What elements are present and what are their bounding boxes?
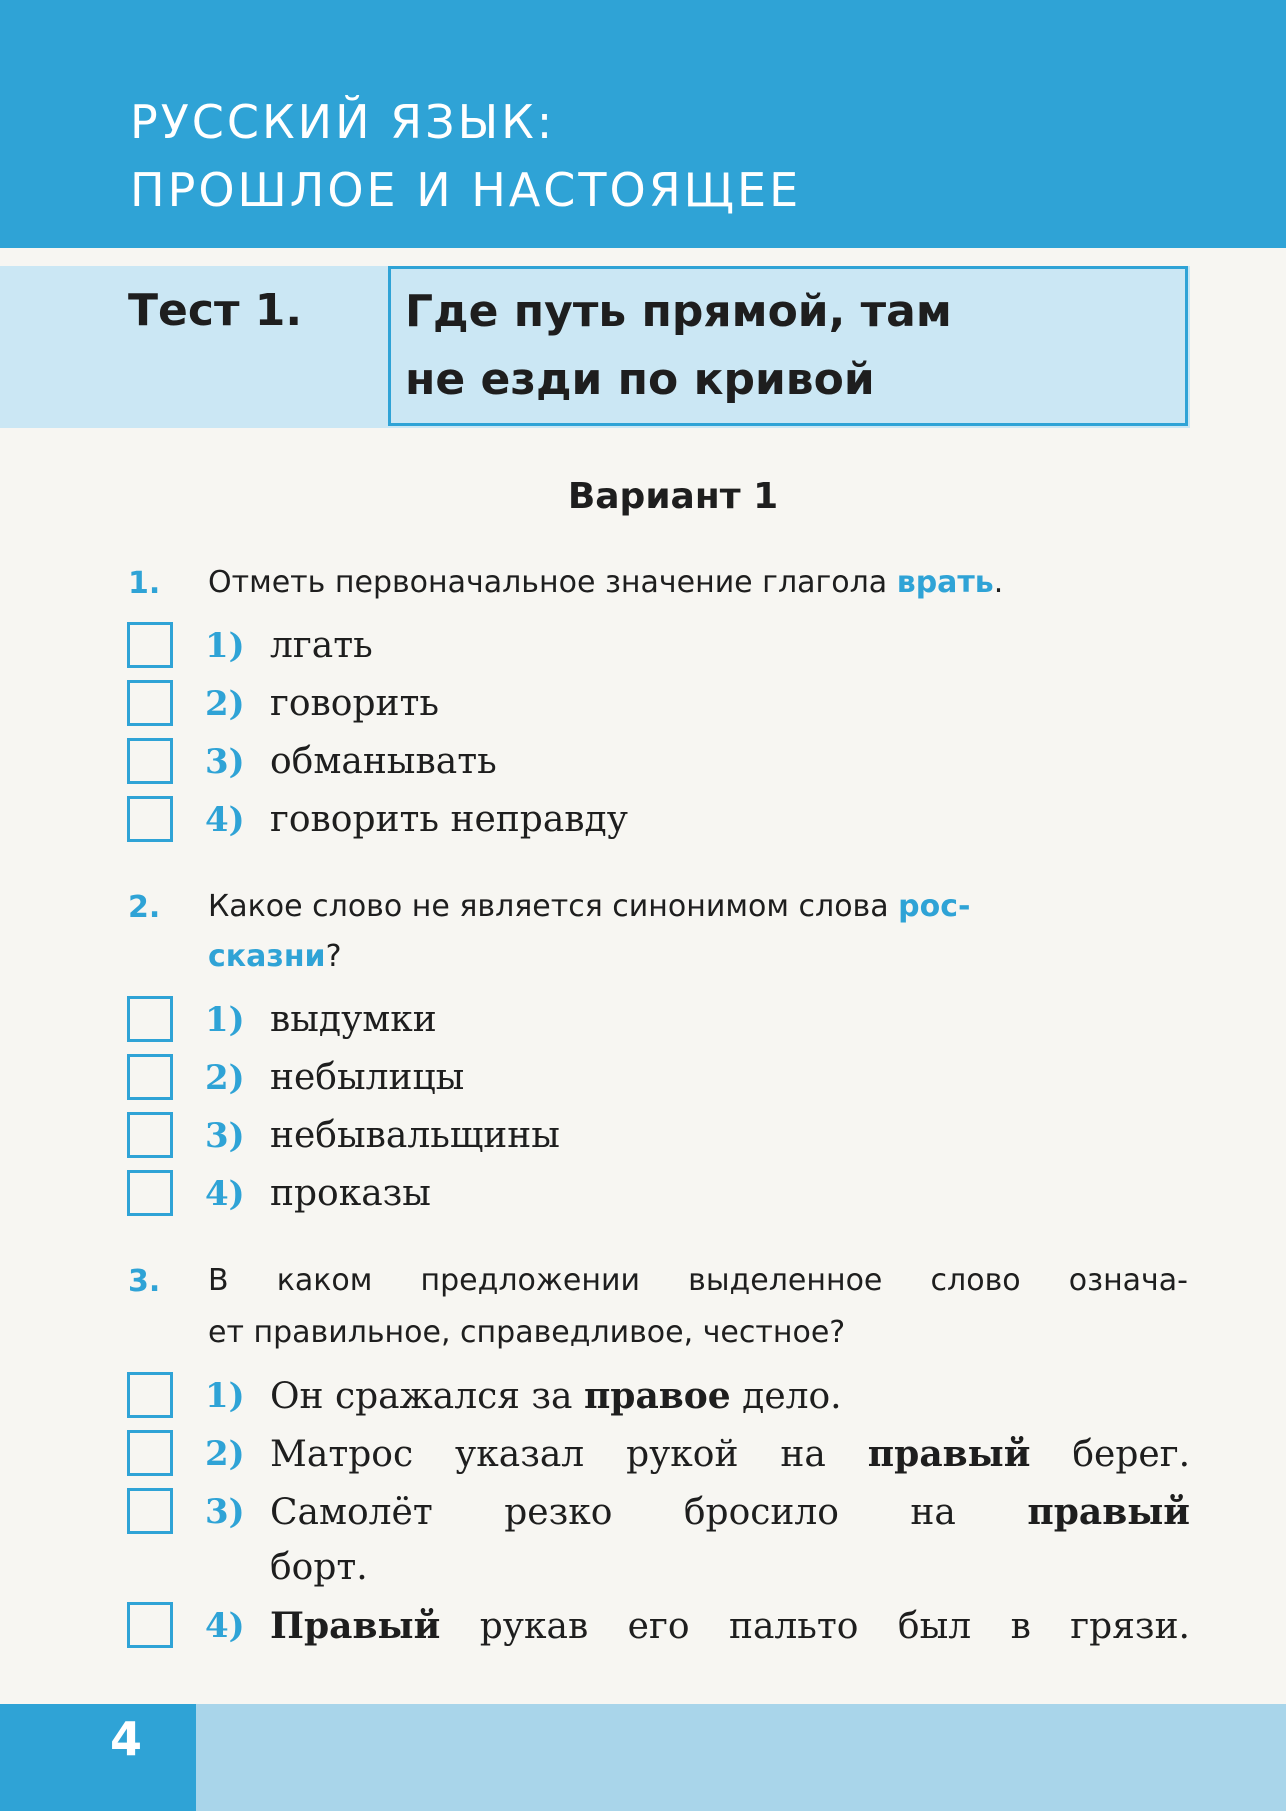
q3-option-2-before: Матрос указал рукой на bbox=[270, 1434, 868, 1475]
q3-option-1-checkbox[interactable] bbox=[127, 1372, 173, 1418]
q3-option-2-number: 2) bbox=[205, 1434, 245, 1474]
q3-option-3-before: Самолёт резко бросило на bbox=[270, 1492, 1028, 1533]
question-1-text-part: Отметь первоначальное значение глагола bbox=[208, 565, 897, 600]
q1-option-3-checkbox[interactable] bbox=[127, 738, 173, 784]
section-title: РУССКИЙ ЯЗЫК: ПРОШЛОЕ И НАСТОЯЩЕЕ bbox=[130, 95, 802, 217]
q3-option-1-before: Он сражался за bbox=[270, 1376, 584, 1417]
q3-option-4-text bbox=[270, 1598, 1190, 1655]
q3-option-3-text-line-2: борт. bbox=[270, 1547, 368, 1588]
variant-heading: Вариант 1 bbox=[567, 476, 779, 517]
q1-option-1-number: 1) bbox=[205, 626, 245, 666]
q1-option-1-checkbox[interactable] bbox=[127, 622, 173, 668]
q1-option-2-number: 2) bbox=[205, 684, 245, 724]
question-2-keyword-part-1: рос- bbox=[898, 889, 971, 924]
q3-option-1-after: дело. bbox=[730, 1376, 842, 1417]
q2-option-1-text: выдумки bbox=[270, 999, 437, 1040]
q1-option-1-text: лгать bbox=[270, 625, 373, 666]
q2-option-4-checkbox[interactable] bbox=[127, 1170, 173, 1216]
question-2-keyword-part-2: сказни bbox=[208, 939, 326, 974]
q2-option-3-checkbox[interactable] bbox=[127, 1112, 173, 1158]
q1-option-4-text: говорить неправду bbox=[270, 799, 628, 840]
q2-option-2-text: небылицы bbox=[270, 1057, 465, 1098]
question-2-number: 2. bbox=[128, 890, 161, 925]
q2-option-2-number: 2) bbox=[205, 1058, 245, 1098]
q3-option-4-number: 4) bbox=[205, 1606, 245, 1646]
q1-option-3-text: обманывать bbox=[270, 741, 497, 782]
q2-option-4-number: 4) bbox=[205, 1174, 245, 1214]
q3-option-3-bold-word: правый bbox=[1027, 1491, 1190, 1533]
q3-option-2-text bbox=[270, 1426, 1190, 1483]
q3-option-4-after: рукав его пальто был в грязи. bbox=[440, 1606, 1190, 1647]
q3-option-4-bold-word: Правый bbox=[270, 1605, 441, 1647]
question-3-line-1: В каком предложении выделенное слово означа- bbox=[208, 1263, 1188, 1298]
q3-option-1-bold-word: правое bbox=[583, 1375, 731, 1417]
q2-option-2-checkbox[interactable] bbox=[127, 1054, 173, 1100]
question-1-number: 1. bbox=[128, 566, 161, 601]
question-3-line-2: ет правильное, справедливое, честное? bbox=[208, 1315, 846, 1350]
q3-option-1-text bbox=[270, 1368, 842, 1425]
q1-option-4-checkbox[interactable] bbox=[127, 796, 173, 842]
q1-option-2-checkbox[interactable] bbox=[127, 680, 173, 726]
q3-option-3-checkbox[interactable] bbox=[127, 1488, 173, 1534]
question-2-punct: ? bbox=[325, 939, 342, 974]
q2-option-1-number: 1) bbox=[205, 1000, 245, 1040]
q3-option-3-number: 3) bbox=[205, 1492, 245, 1532]
q3-option-3-text bbox=[270, 1484, 1190, 1540]
q3-option-2-bold-word: правый bbox=[867, 1433, 1031, 1475]
q2-option-3-text: небывальщины bbox=[270, 1115, 560, 1156]
q1-option-4-number: 4) bbox=[205, 800, 245, 840]
q3-option-4-checkbox[interactable] bbox=[127, 1602, 173, 1648]
question-1-keyword: врать bbox=[896, 565, 994, 600]
q3-option-2-after: берег. bbox=[1030, 1434, 1191, 1475]
question-2-text bbox=[208, 882, 1188, 982]
q2-option-4-text: проказы bbox=[270, 1173, 431, 1214]
q3-option-2-checkbox[interactable] bbox=[127, 1430, 173, 1476]
q2-option-3-number: 3) bbox=[205, 1116, 245, 1156]
q1-option-3-number: 3) bbox=[205, 742, 245, 782]
test-title: Где путь прямой, там не езди по кривой bbox=[405, 286, 952, 405]
question-3-number: 3. bbox=[128, 1264, 161, 1299]
question-1-punct: . bbox=[993, 565, 1004, 600]
page-number: 4 bbox=[110, 1712, 143, 1766]
q3-option-1-number: 1) bbox=[205, 1376, 245, 1416]
q1-option-2-text: говорить bbox=[270, 683, 440, 724]
question-1-text bbox=[208, 558, 1188, 608]
page-number-box bbox=[0, 1704, 196, 1811]
test-label: Тест 1. bbox=[128, 285, 303, 336]
q2-option-1-checkbox[interactable] bbox=[127, 996, 173, 1042]
question-2-text-part: Какое слово не является синонимом слова bbox=[208, 889, 899, 924]
